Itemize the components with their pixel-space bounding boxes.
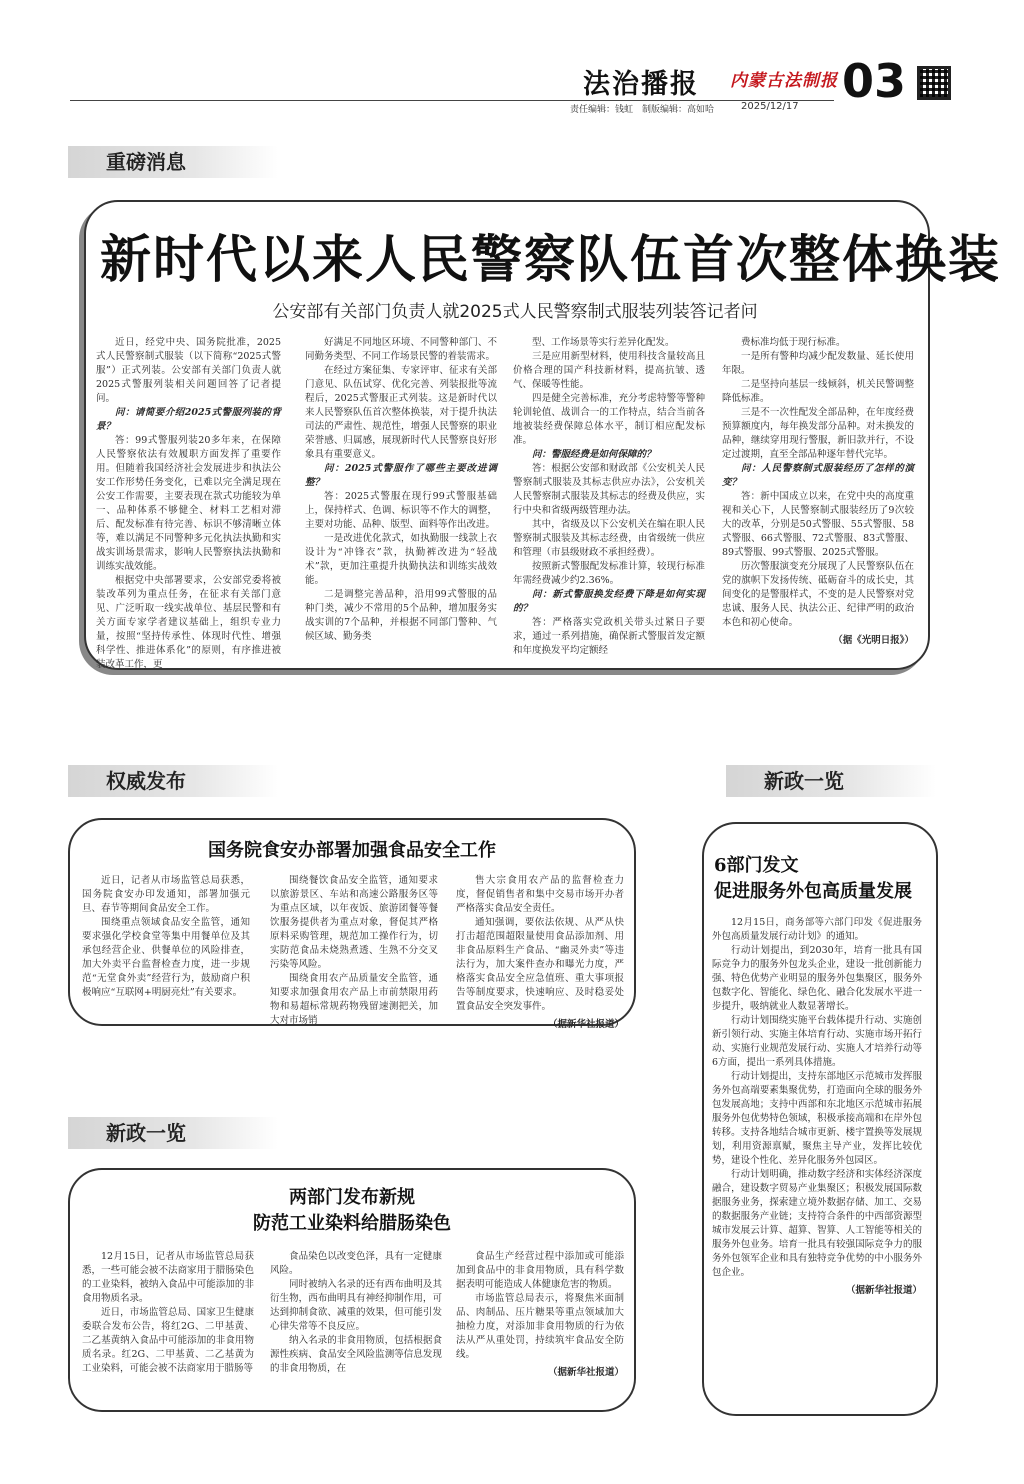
body-paragraph: 食品生产经营过程中添加或可能添加到食品中的非食用物质，具有科学数据表明可能造成人体健康危害的物质。 (456, 1251, 624, 1290)
dye-rule-column-3 (456, 1250, 624, 1380)
source-credit: （据新华社报道） (547, 1367, 624, 1378)
dye-rule-column-1 (82, 1250, 254, 1376)
body-paragraph: 围绕食用农产品质量安全监管，通知要求加强食用农产品上市前禁限用药物和易超标常规药物残留速测把关，加大对市场销 (270, 973, 438, 1026)
body-paragraph: 其中，省级及以下公安机关在编在职人民警察制式服装及其标志经费，由省级统一供应和管理（市县级财政不承担经费）。 (513, 519, 705, 558)
body-paragraph: 按照新式警服配发标准计算，较现行标准年需经费减少约2.36%。 (513, 561, 705, 586)
lead-column-4 (722, 336, 914, 648)
body-paragraph: 近日，经党中央、国务院批准，2025式人民警察制式服装（以下简称“2025式警服”）正式列装。公安部有关部门负责人就2025式警服列装相关问题回答了记者提问。 (96, 337, 281, 404)
section-label-middle (68, 765, 278, 797)
body-paragraph: 二是坚持向基层一线倾斜，机关民警调整降低标准。 (722, 379, 914, 404)
section-label-text: 权威发布 (106, 769, 186, 793)
qr-code-icon (917, 66, 951, 100)
food-safety-column-3 (456, 874, 624, 1032)
dye-rule-headline-line2: 防范工业染料给腊肠染色 (253, 1213, 451, 1234)
outsourcing-headline-line2: 促进服务外包高质量发展 (714, 881, 912, 902)
source-credit: （据《光明日报》） (833, 635, 914, 646)
body-paragraph: 型、工作场景等实行差异化配发。 (532, 337, 675, 348)
section-label-lower (68, 1117, 278, 1149)
body-paragraph: 售大宗食用农产品的监督检查力度，督促销售者和集中交易市场开办者严格落实食品安全责任。 (456, 875, 624, 914)
body-paragraph: 好满足不同地区环境、不同警种部门、不同勤务类型、不同工作场景民警的着装需求。 (305, 337, 497, 362)
section-label-side (726, 765, 936, 797)
body-paragraph: 答：2025式警服在现行99式警服基础上，保持样式、色调、标识等不作大的调整，主要对功能、品种、版型、面料等作出改进。 (305, 491, 497, 530)
body-paragraph: 费标准均低于现行标准。 (741, 337, 846, 348)
body-paragraph: 答：严格落实党政机关带头过紧日子要求，通过一系列措施，确保新式警服首发定额和年度换发平均定额经 (513, 617, 705, 656)
lead-column-2 (305, 336, 497, 644)
food-safety-column-1 (82, 874, 250, 1000)
body-paragraph: 答：新中国成立以来，在党中央的高度重视和关心下，人民警察制式服装经历了9次较大的改革，分别是50式警服、55式警服、58式警服、66式警服、72式警服、83式警服、89式警服、99式警服、2025式警服。 (722, 491, 914, 558)
body-paragraph: 历次警服演变充分展现了人民警察队伍在党的旗帜下发扬传统、砥砺奋斗的成长史，其间变化的是警服样式，不变的是人民警察对党忠诚、服务人民、执法公正、纪律严明的政治本色和初心使命。 (722, 561, 914, 628)
body-paragraph: 二是调整完善品种，沿用99式警服的品种门类，减少不常用的5个品种，增加服务实战实训的7个品种，并根据不同部门警种、气候区域、勤务类 (305, 589, 497, 642)
body-paragraph: 食品染色以改变色泽，具有一定健康风险。 (270, 1251, 442, 1276)
body-paragraph: 一是改进优化款式，如执勤服一线款上衣设计为“冲锋衣”款，执勤裤改进为“轻战术”款，更加注重提升执勤执法和训练实战效能。 (305, 533, 497, 586)
page-number: 03 (842, 54, 907, 108)
body-paragraph: 三是不一次性配发全部品种，在年度经费预算额度内，每年换发部分品种。对未换发的品种，继续穿用现行警服，新旧款并行，不设定过渡期，直至全部品种逐年替代完毕。 (722, 407, 914, 460)
dye-rule-column-2 (270, 1250, 442, 1376)
body-paragraph: 四是健全完善标准，充分考虑特警等警种轮训轮值、战训合一的工作特点，结合当前各地被装经费保障总体水平，制订相应配发标准。 (513, 393, 705, 446)
outsourcing-body (712, 916, 922, 1298)
editors-line: 责任编辑：钱虹 制版编辑：高如哈 (570, 105, 715, 115)
lead-column-3 (513, 336, 705, 658)
body-paragraph: 根据党中央部署要求，公安部党委将被装改革列为重点任务，在征求有关部门意见、广泛听取一线实战单位、基层民警和有关方面专家学者建议基础上，组织专业力量，按照“坚持传承性、体现时代性、增强科学性、推进体系化”的原则，有序推进被装改革工作，更 (96, 575, 281, 670)
food-safety-column-2 (270, 874, 438, 1028)
body-paragraph: 围绕重点领域食品安全监管，通知要求强化学校食堂等集中用餐单位及其承包经营企业、供餐单位的风险排查，加大外卖平台监督检查力度，进一步规范“无堂食外卖”经营行为，鼓励商户积极响应“互联网+明厨亮灶”有关要求。 (82, 917, 250, 998)
body-paragraph: 答：99式警服列装20多年来，在保障人民警察依法有效履职方面发挥了重要作用。但随着我国经济社会发展进步和执法公安工作形势任务变化，已难以完全满足现在公安工作需要，主要表现在款式功能较为单一、品种体系不够健全、材料工艺相对滞后、配发标准有待完善、标识不够清晰立体等，难以满足不同警种多元化执法执勤和实战实训场景需求，影响人民警察执法执勤和训练实战效能。 (96, 435, 281, 572)
section-label-text: 新政一览 (106, 1121, 186, 1145)
body-paragraph: 行动计划明确，推动数字经济和实体经济深度融合，建设数字贸易产业集聚区；积极发展国际数据服务业务，探索建立境外数据存储、加工、交易的数据服务产业链；支持符合条件的中西部资源型城市发展云计算、超算、智算、人工智能等相关的服务外包业务。培育一批具有较强国际竞争力的服务外包领军企业和具有独特竞争优势的中小服务外包企业。 (712, 1169, 922, 1278)
body-paragraph: 通知强调，要依法依规、从严从快打击超范围超限量使用食品添加剂、用非食品原料生产食品、“幽灵外卖”等违法行为，加大案件查办和曝光力度，严格落实食品安全应急值班、重大事项报告等制度要求，快速响应、及时稳妥处置食品安全突发事件。 (456, 917, 624, 1012)
body-paragraph: 行动计划提出，到2030年，培育一批具有国际竞争力的服务外包龙头企业，建设一批创新能力强、特色优势产业明显的服务外包集聚区，服务外包数字化、智能化、绿色化、融合化发展水平进一步提升，吸纳就业人数显著增长。 (712, 945, 922, 1012)
question-paragraph: 问：人民警察制式服装经历了怎样的演变？ (722, 463, 914, 488)
issue-date: 2025/12/17 (741, 101, 799, 112)
body-paragraph: 在经过方案征集、专家评审、征求有关部门意见、队伍试穿、优化完善、列装报批等流程后，2025式警服正式列装。这是新时代以来人民警察队伍首次整体换装，对于提升执法司法的严肃性、规范性，增强人民警察的职业荣誉感、归属感，展现新时代人民警察良好形象具有重要意义。 (305, 365, 497, 460)
section-label-text: 新政一览 (764, 769, 844, 793)
body-paragraph: 12月15日，记者从市场监管总局获悉，一些可能会被不法商家用于腊肠染色的工业染料，被纳入食品中可能添加的非食用物质名录。 (82, 1251, 254, 1304)
paper-logo: 内蒙古法制报 (730, 71, 838, 91)
dye-rule-headline-line1: 两部门发布新规 (289, 1187, 415, 1208)
lead-subheadline: 公安部有关部门负责人就2025式人民警察制式服装列装答记者问 (272, 302, 758, 322)
body-paragraph: 市场监管总局表示，将聚焦米面制品、肉制品、压片糖果等重点领域加大抽检力度，对添加非食用物质的行为依法从严从重处罚，持续筑牢食品安全防线。 (456, 1293, 624, 1360)
body-paragraph: 三是应用新型材料，使用科技含量较高且价格合理的国产科技新材料，提高抗皱、透气、保暖等性能。 (513, 351, 705, 390)
body-paragraph: 行动计划围绕实施平台载体提升行动、实施创新引领行动、实施主体培育行动、实施市场开拓行动、实施行业规范发展行动、实施人才培养行动等6方面，提出一系列具体措施。 (712, 1015, 922, 1068)
body-paragraph: 答：根据公安部和财政部《公安机关人民警察制式服装及其标志供应办法》，公安机关人民警察制式服装及其标志的经费及供应，实行中央和省级两级管理办法。 (513, 463, 705, 516)
source-credit: （据新华社报道） (845, 1285, 922, 1296)
section-label-top (68, 146, 278, 178)
section-label-text: 重磅消息 (106, 150, 186, 174)
food-safety-headline: 国务院食安办部署加强食品安全工作 (208, 840, 496, 861)
question-paragraph: 问：2025式警服作了哪些主要改进调整？ (305, 463, 497, 488)
body-paragraph: 12月15日，商务部等六部门印发《促进服务外包高质量发展行动计划》的通知。 (712, 917, 922, 942)
section-name: 法治播报 (583, 69, 699, 100)
body-paragraph: 一是所有警种均减少配发数量、延长使用年限。 (722, 351, 914, 376)
source-credit: （据新华社报道） (547, 1019, 624, 1030)
outsourcing-headline-line1: 6部门发文 (714, 855, 799, 876)
lead-headline: 新时代以来人民警察队伍首次整体换装 (100, 230, 1002, 290)
question-paragraph: 问：新式警服换发经费下降是如何实现的？ (513, 589, 705, 614)
question-paragraph: 问：警服经费是如何保障的？ (532, 449, 656, 460)
body-paragraph: 近日，记者从市场监管总局获悉，国务院食安办印发通知，部署加强元旦、春节等期间食品安全工作。 (82, 875, 250, 914)
body-paragraph: 近日，市场监管总局、国家卫生健康委联合发布公告，将红2G、二甲基黄、二乙基黄纳入食品中可能添加的非食用物质名录。红2G、二甲基黄、二乙基黄为工业染料，可能会被不法商家用于腊肠等 (82, 1307, 254, 1374)
lead-column-1 (96, 336, 281, 672)
masthead-rule (70, 100, 834, 101)
body-paragraph: 行动计划提出，支持东部地区示范城市发挥服务外包高端要素集聚优势，打造面向全球的服务外包发展高地；支持中西部和东北地区示范城市拓展服务外包优势特色领域，积极承接高端和在岸外包转移。支持各地结合城市更新、楼宇置换等发展规划，利用资源禀赋，聚焦主导产业，发挥比较优势，建设个性化、差异化服务外包园区。 (712, 1071, 922, 1166)
body-paragraph: 围绕餐饮食品安全监管，通知要求以旅游景区、车站和高速公路服务区等为重点区域，以年夜饭、旅游团餐等餐饮服务提供者为重点对象，督促其严格原料采购管理，规范加工操作行为，切实防范食品未烧熟煮透、生熟不分交叉污染等风险。 (270, 875, 438, 970)
question-paragraph: 问：请简要介绍2025式警服列装的背景？ (96, 407, 281, 432)
body-paragraph: 同时被纳入名录的还有西布曲明及其衍生物，西布曲明具有神经抑制作用，可达到抑制食欲、减重的效果，但可能引发心律失常等不良反应。 (270, 1279, 442, 1332)
body-paragraph: 纳入名录的非食用物质，包括根据食源性疾病、食品安全风险监测等信息发现的非食用物质，在 (270, 1335, 442, 1374)
